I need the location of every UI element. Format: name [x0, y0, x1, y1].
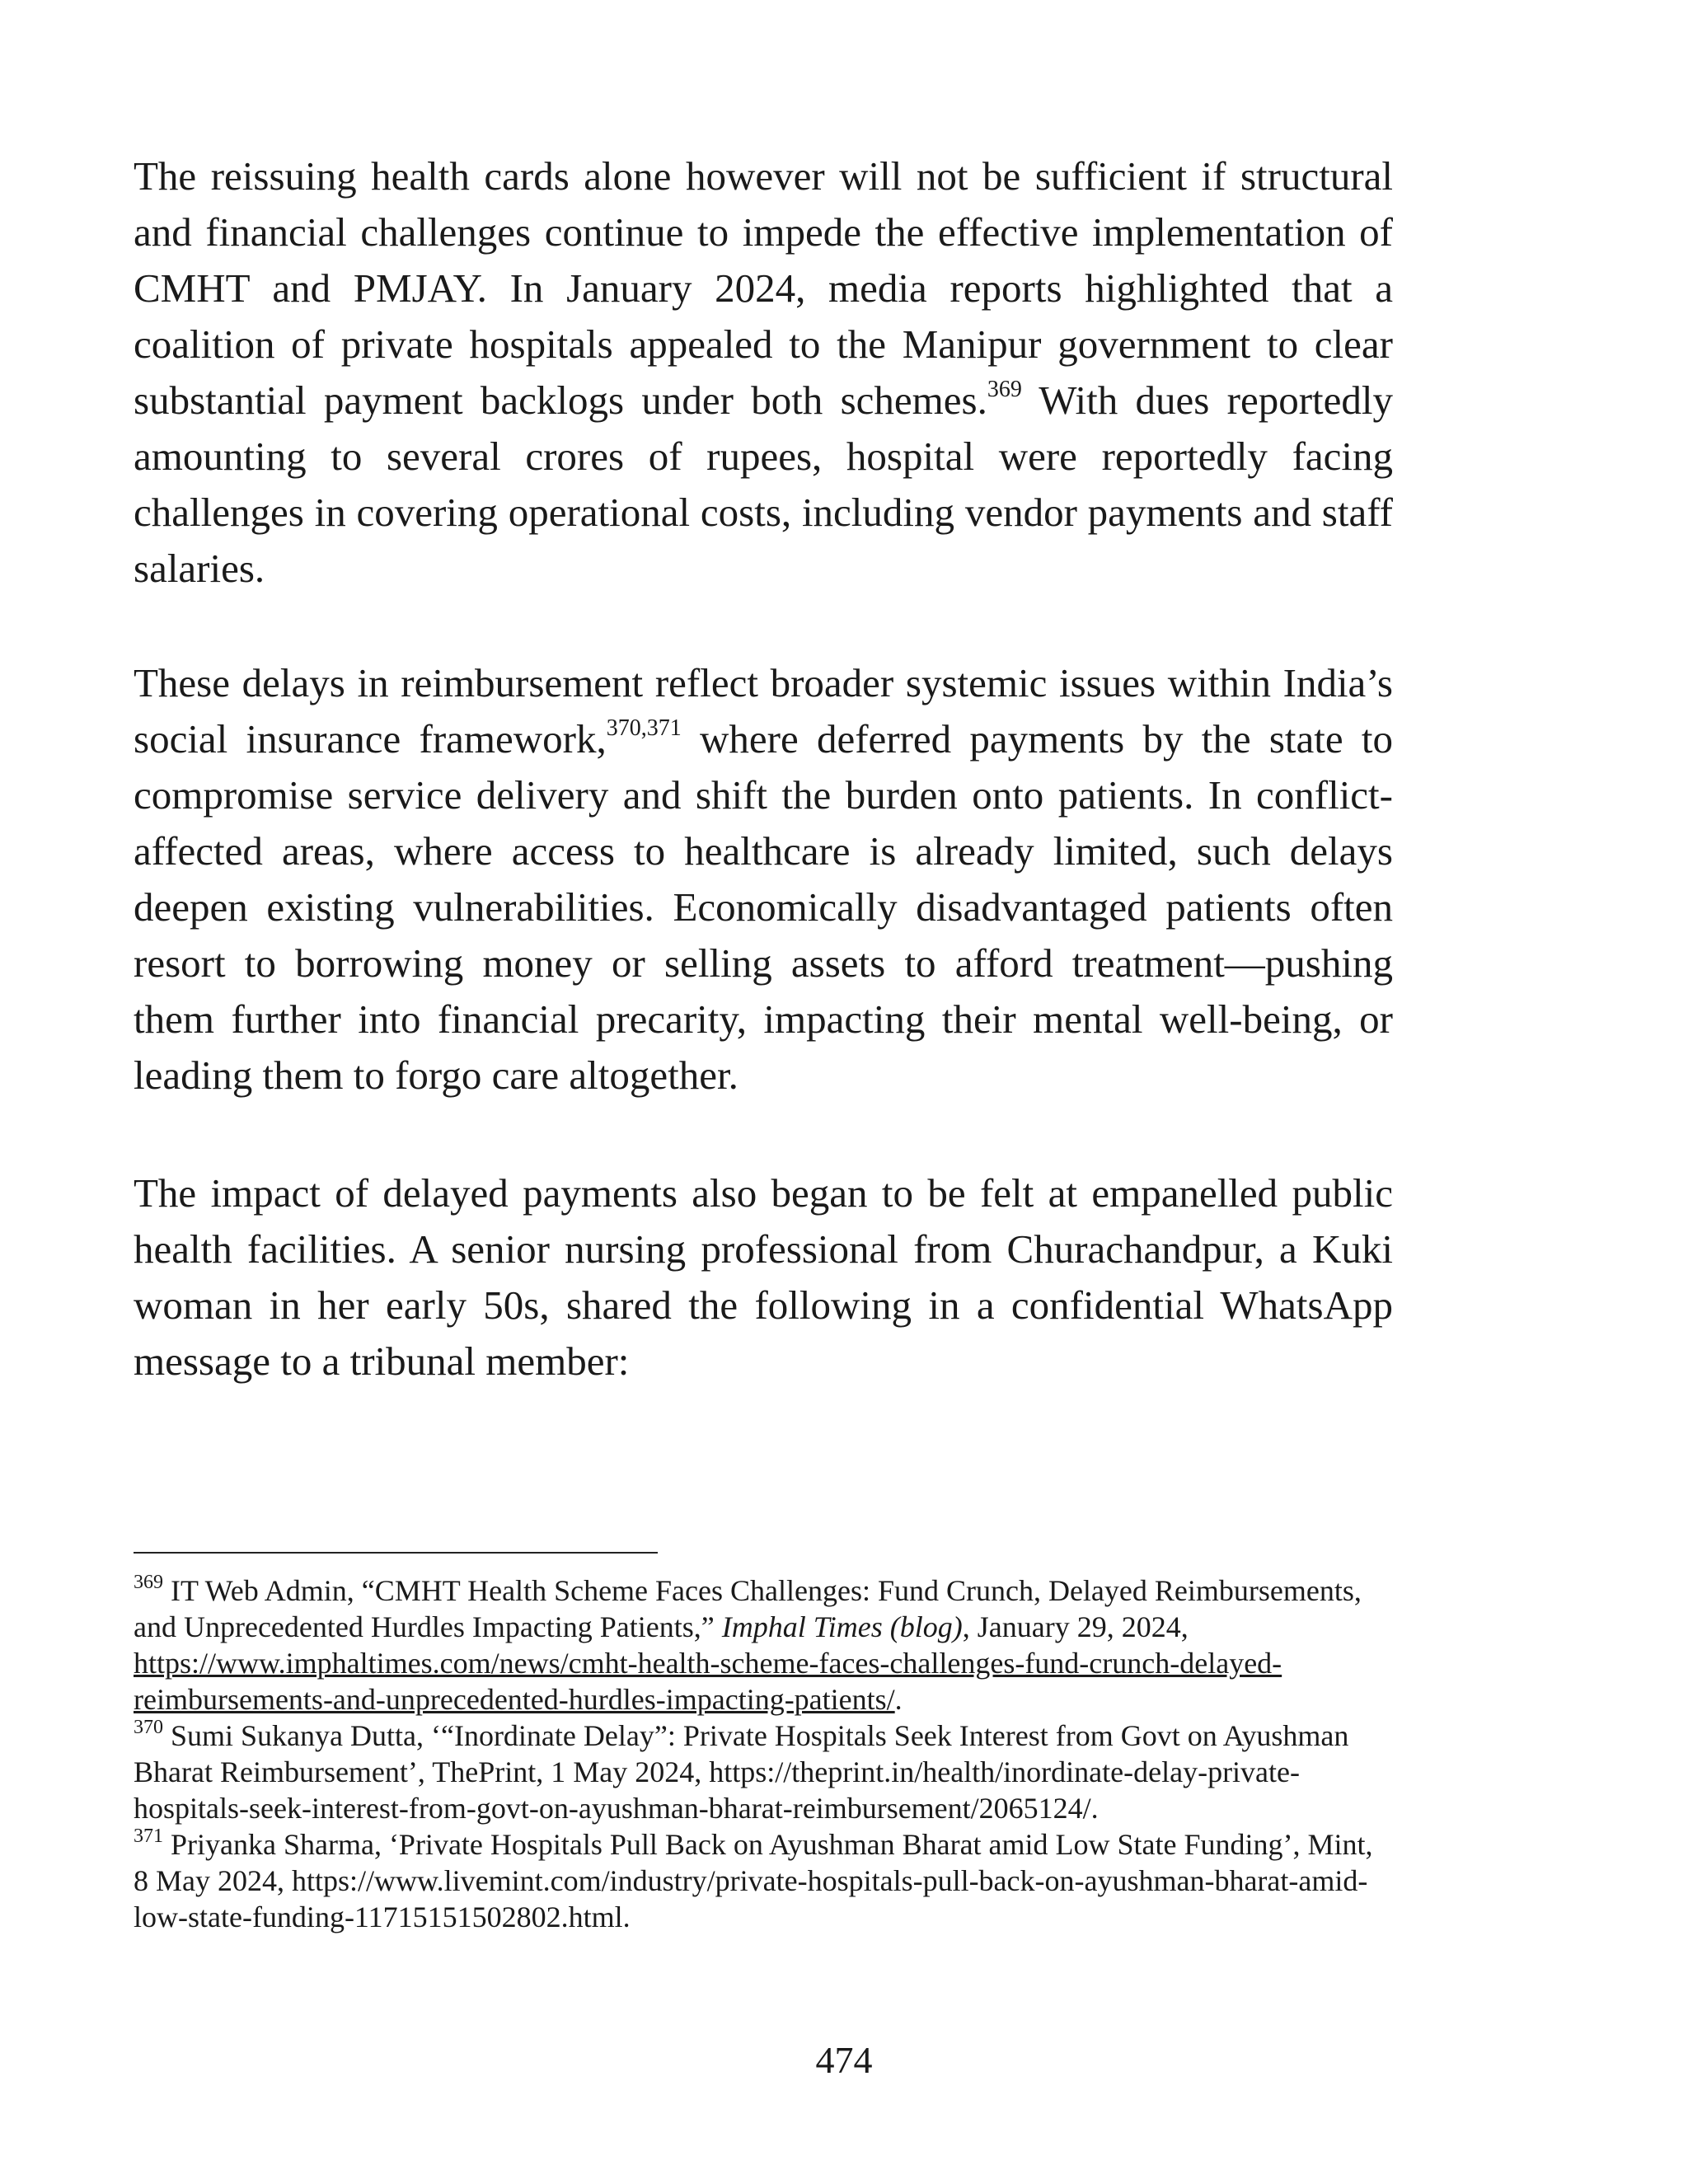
paragraph-text: The impact of delayed payments also began to be felt at empanelled public health facilities. A senior nursing professional from Churachandpur, a Kuki woman in her early 50s, shared the following in a confidential WhatsApp message to a tribunal member:: [134, 1170, 1393, 1384]
footnote-text: Sumi Sukanya Dutta, ‘“Inordinate Delay”: Private Hospitals Seek Interest from Govt on Ayushman Bharat Reimbursement’, ThePrint, 1 May 2024, https://theprint.in/health/inordinate-delay-private-hospitals-seek-interest-from-govt-on-ayushman-bharat-reimbursement/2065124/.: [134, 1719, 1349, 1825]
paragraph-text: With dues reportedly amounting to several crores of rupees, hospital were reportedly facing challenges in covering operational costs, including vendor payments and staff salaries.: [134, 377, 1393, 591]
footnote-number: 369: [134, 1572, 163, 1593]
footnote-text: .: [894, 1683, 903, 1716]
paragraph-text: The reissuing health cards alone however will not be sufficient if structural and financial challenges continue to impede the effective implementation of CMHT and PMJAY. In January 2024, media reports highlighted that a coalition of private hospitals appealed to the Manipur government to clear substantial payment backlogs under both schemes.: [134, 153, 1393, 423]
footnote-text: Priyanka Sharma, ‘Private Hospitals Pull Back on Ayushman Bharat amid Low State Funding’, Mint, 8 May 2024, https://www.livemint.com/industry/private-hospitals-pull-back-on-ayushman-bharat-amid-low-state-funding-11715151502802.html.: [134, 1828, 1373, 1933]
footnote-text: IT Web Admin, “CMHT Health Scheme Faces Challenges: Fund Crunch, Delayed Reimbursements, and Unprecedented Hurdles Impacting Patients,”: [134, 1574, 1362, 1643]
footnote-ref-369[interactable]: 369: [987, 376, 1022, 402]
paragraph-text: where deferred payments by the state to compromise service delivery and shift the burden onto patients. In conflict-affected areas, where access to healthcare is already limited, such delays deepen existing vulnerabilities. Economically disadvantaged patients often resort to borrowing money or selling assets to afford treatment—pushing them further into financial precarity, impacting their mental well-being, or leading them to forgo care altogether.: [134, 716, 1393, 1098]
body-paragraph-1: [134, 148, 1393, 597]
footnote-369: [134, 1572, 1393, 1718]
page-number: 474: [815, 2039, 873, 2081]
footnote-publication: Imphal Times (blog): [721, 1610, 963, 1643]
paragraph-text: These delays in reimbursement reflect broader systemic issues within India’s social insurance framework,: [134, 660, 1393, 762]
footnotes-section: [134, 1572, 1393, 1935]
footnote-separator: [134, 1552, 658, 1554]
body-paragraph-2: [134, 655, 1393, 1104]
footnote-text: , January 29, 2024,: [962, 1610, 1189, 1643]
footnote-number: 370: [134, 1717, 163, 1738]
footnote-370: [134, 1718, 1393, 1826]
footnote-ref-370-371[interactable]: 370,371: [606, 715, 682, 741]
footnote-link[interactable]: https://www.imphaltimes.com/news/cmht-health-scheme-faces-challenges-fund-crunch-delayed-reimbursements-and-unprecedented-hurdles-impacting-patients/: [134, 1647, 1282, 1716]
body-paragraph-3: [134, 1165, 1393, 1390]
footnote-371: [134, 1826, 1393, 1935]
footnote-number: 371: [134, 1825, 163, 1847]
